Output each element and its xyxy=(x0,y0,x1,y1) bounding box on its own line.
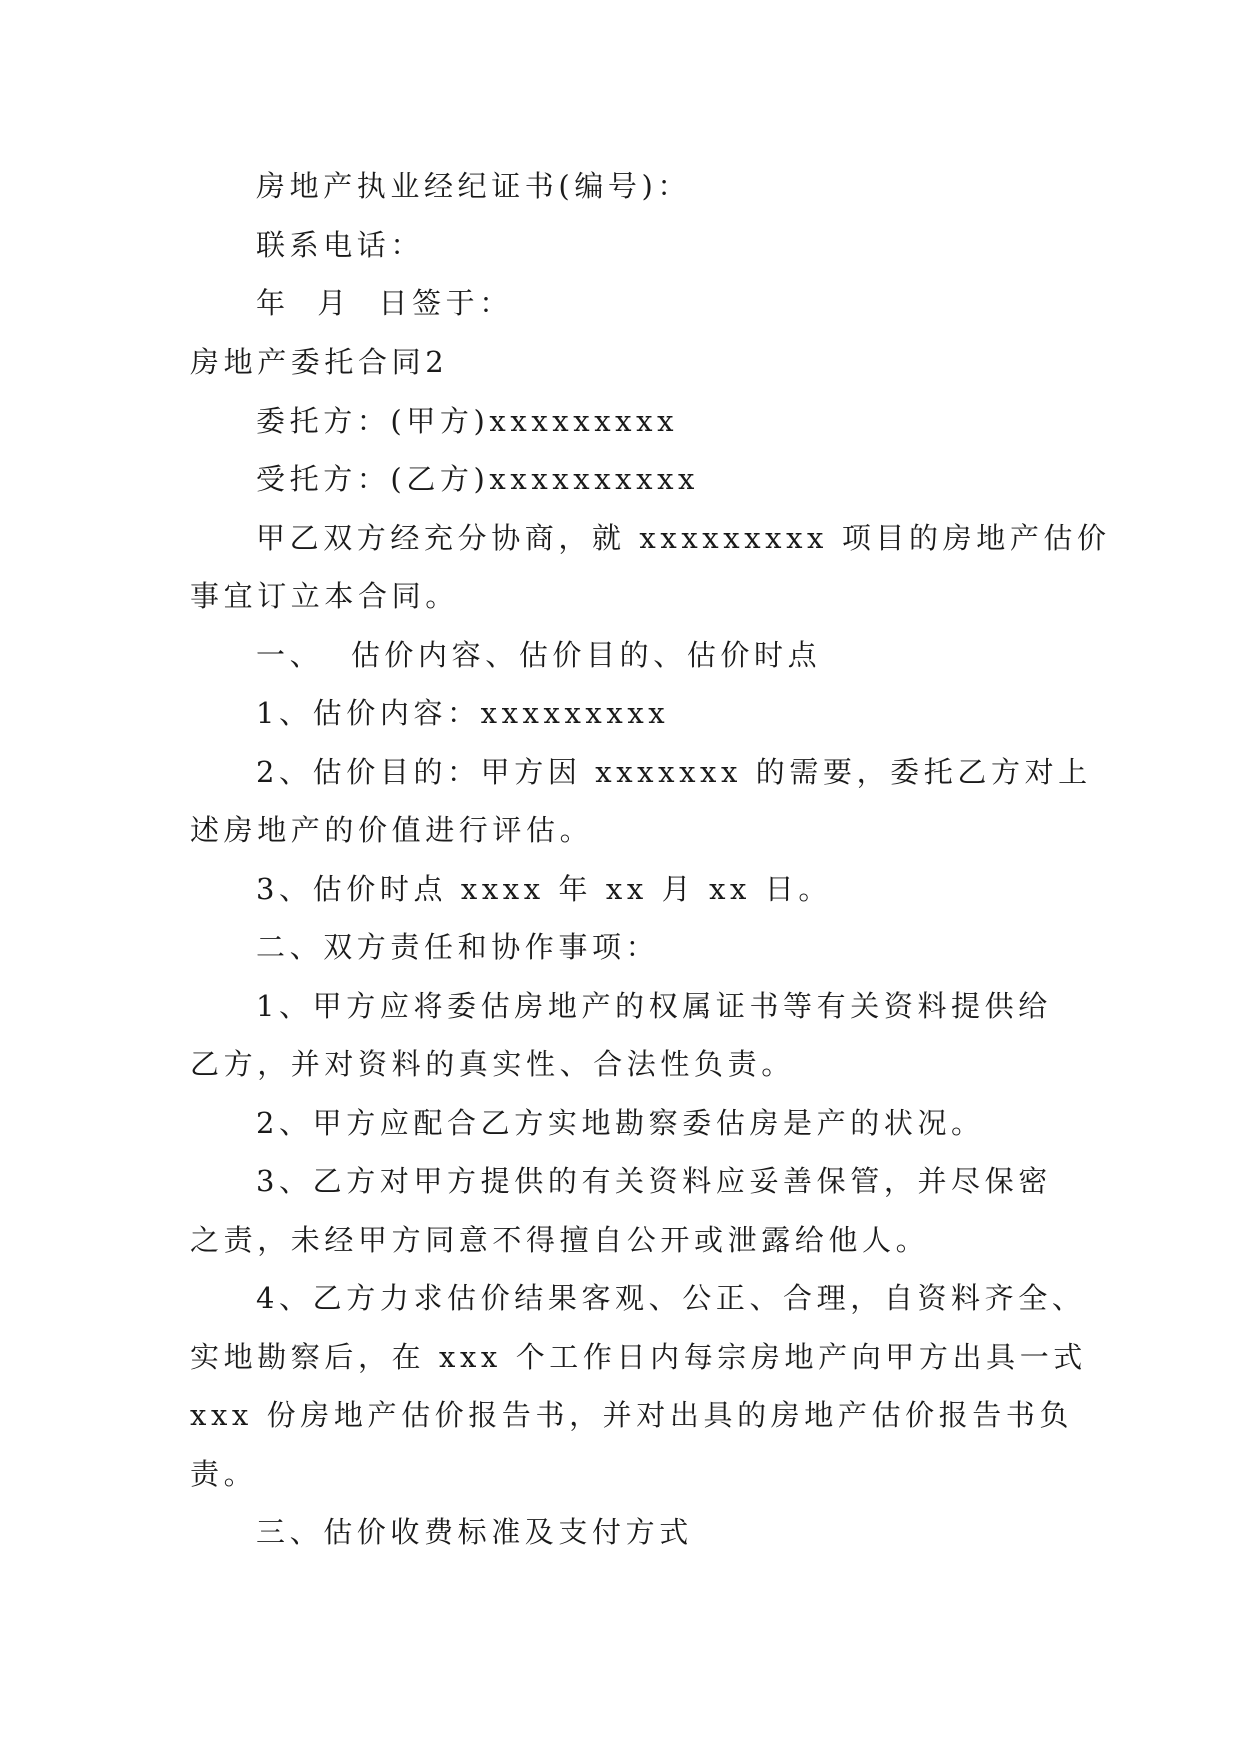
text-line: 2、甲方应配合乙方实地勘察委估房是产的状况。 xyxy=(256,1106,985,1140)
text-line: 受托方：(乙方)xxxxxxxxxx xyxy=(256,462,699,496)
text-line: 委托方：(甲方)xxxxxxxxx xyxy=(256,404,679,438)
text-line: 三、估价收费标准及支付方式 xyxy=(256,1515,693,1549)
text-line: xxx 份房地产估价报告书，并对出具的房地产估价报告书负 xyxy=(190,1398,1074,1432)
text-line: 1、甲方应将委估房地产的权属证书等有关资料提供给 xyxy=(256,989,1052,1023)
text-line: 一、 估价内容、估价目的、估价时点 xyxy=(256,638,822,672)
text-line: 甲乙双方经充分协商，就 xxxxxxxxx 项目的房地产估价 xyxy=(256,521,1111,555)
text-line: 责。 xyxy=(190,1457,258,1491)
text-line: 3、估价时点 xxxx 年 xx 月 xx 日。 xyxy=(256,872,833,906)
section-heading: 房地产委托合同2 xyxy=(190,345,449,379)
text-line: 2、估价目的：甲方因 xxxxxxx 的需要，委托乙方对上 xyxy=(256,755,1092,789)
text-line: 3、乙方对甲方提供的有关资料应妥善保管，并尽保密 xyxy=(256,1164,1052,1198)
text-line: 二、双方责任和协作事项： xyxy=(256,930,660,964)
text-line: 实地勘察后，在 xxx 个工作日内每宗房地产向甲方出具一式 xyxy=(190,1340,1087,1374)
text-line: 事宜订立本合同。 xyxy=(190,579,459,613)
text-line: 1、估价内容：xxxxxxxxx xyxy=(256,696,670,730)
text-line: 之责，未经甲方同意不得擅自公开或泄露给他人。 xyxy=(190,1223,930,1257)
text-line: 述房地产的价值进行评估。 xyxy=(190,813,594,847)
text-line: 房地产执业经纪证书(编号)： xyxy=(256,169,692,203)
text-line: 乙方，并对资料的真实性、合法性负责。 xyxy=(190,1047,795,1081)
text-line: 年 月 日签于： xyxy=(256,286,513,320)
text-line: 联系电话： xyxy=(256,228,425,262)
text-line: 4、乙方力求估价结果客观、公正、合理，自资料齐全、 xyxy=(256,1281,1086,1315)
